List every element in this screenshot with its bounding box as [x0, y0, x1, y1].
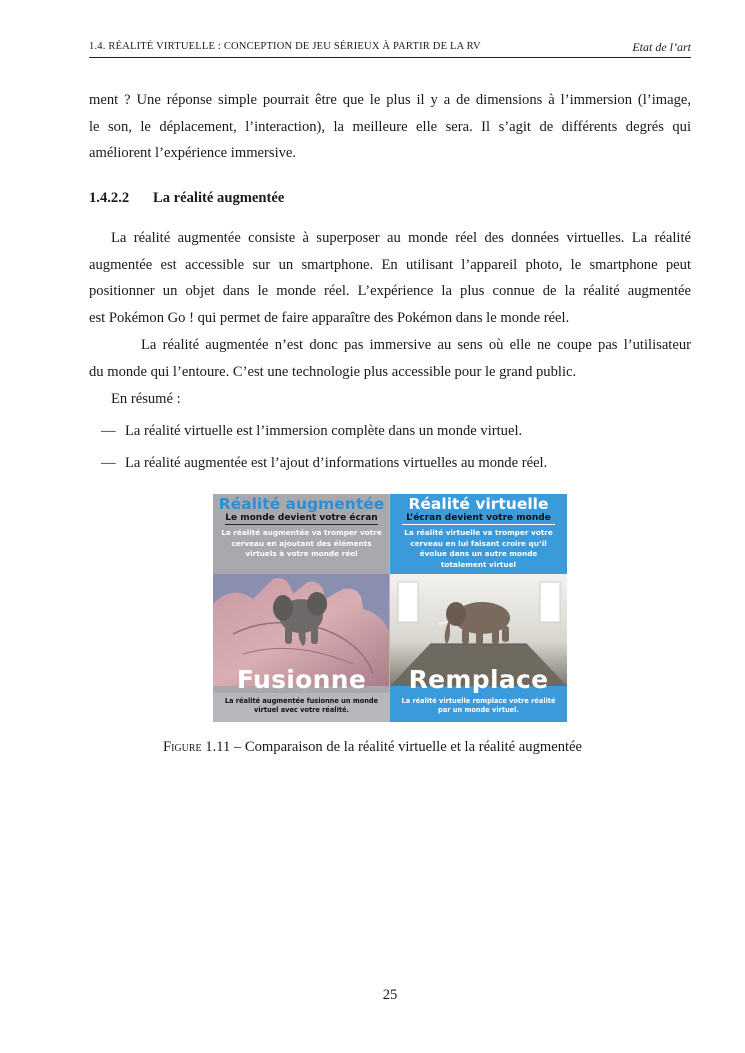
vr-panel-title: Réalité virtuelle: [408, 495, 549, 513]
figure-caption: [0, 739, 745, 756]
running-head-section: 1.4. RÉALITÉ VIRTUELLE : CONCEPTION DE JEU SÉRIEUX À PARTIR DE LA RV: [89, 41, 481, 52]
list-item-text: La réalité augmentée est l’ajout d’informations virtuelles au monde réel.: [125, 455, 548, 471]
ar-panel: [213, 494, 390, 722]
ar-panel-big-word: Fusionne: [236, 665, 367, 694]
ar-panel-title: Réalité augmentée: [218, 495, 385, 513]
page-number: 25: [382, 987, 398, 1003]
text-line: améliorent l’expérience immersive.: [89, 145, 297, 161]
text-line: positionner un objet dans le monde réel. L’expérience la plus connue de la réalité augmentée: [89, 283, 691, 299]
text-line: En résumé :: [111, 391, 181, 407]
comparison-figure: [213, 494, 567, 722]
vr-panel-big-word: Remplace: [408, 665, 549, 694]
vr-panel-description: La réalité virtuelle va tromper votre cerveau en lui faisant croire qu’il évolue dans un autre monde totalement virtuel: [404, 528, 553, 569]
ar-panel-footer: La réalité augmentée fusionne un monde virtuel avec votre réalité.: [224, 697, 379, 714]
running-head: [89, 40, 691, 58]
em-dash-bullet-icon: —: [101, 455, 116, 471]
running-head-chapter: Etat de l’art: [632, 40, 691, 54]
figure-caption-text: – Comparaison de la réalité virtuelle et la réalité augmentée: [230, 739, 583, 755]
ar-panel-subtitle: Le monde devient votre écran: [225, 513, 378, 523]
text-line: La réalité augmentée n’est donc pas immersive au sens où elle ne coupe pas l’utilisateur: [141, 337, 691, 353]
intro-paragraph: [89, 87, 691, 167]
section-title: La réalité augmentée: [153, 190, 285, 206]
section-heading: [89, 190, 284, 207]
text-line: La réalité augmentée consiste à superposer au monde réel des données virtuelles. La réalité: [111, 230, 691, 246]
list-item: [101, 455, 547, 472]
ar-panel-description: La réalité augmentée va tromper votre cerveau en ajoutant des éléments virtuels à votre monde réel: [221, 528, 382, 558]
text-line: le son, le déplacement, l’interaction), la meilleure elle sera. Il s’agit de différents degrés qui: [89, 118, 691, 135]
text-line: augmentée est accessible sur un smartphone. En utilisant l’appareil photo, le smartphone peut: [89, 256, 691, 273]
resume-label: [89, 386, 691, 413]
vr-panel: [390, 494, 567, 722]
figure-caption-label: Figure 1.11: [162, 739, 231, 755]
text-line: est Pokémon Go ! qui permet de faire apparaître des Pokémon dans le monde réel.: [89, 309, 570, 326]
ar-paragraph-1: [89, 225, 691, 331]
ar-paragraph-2: [89, 332, 691, 385]
section-number: 1.4.2.2: [89, 190, 130, 206]
list-item: [101, 423, 522, 440]
vr-panel-subtitle: L’écran devient votre monde: [402, 513, 555, 525]
text-line: ment ? Une réponse simple pourrait être que le plus il y a de dimensions à l’immersion (l’image,: [89, 92, 691, 108]
text-line: du monde qui l’entoure. C’est une technologie plus accessible pour le grand public.: [89, 363, 577, 380]
em-dash-bullet-icon: —: [101, 423, 116, 439]
vr-panel-footer: La réalité virtuelle remplace votre réalité par un monde virtuel.: [401, 697, 556, 714]
list-item-text: La réalité virtuelle est l’immersion complète dans un monde virtuel.: [125, 423, 523, 439]
